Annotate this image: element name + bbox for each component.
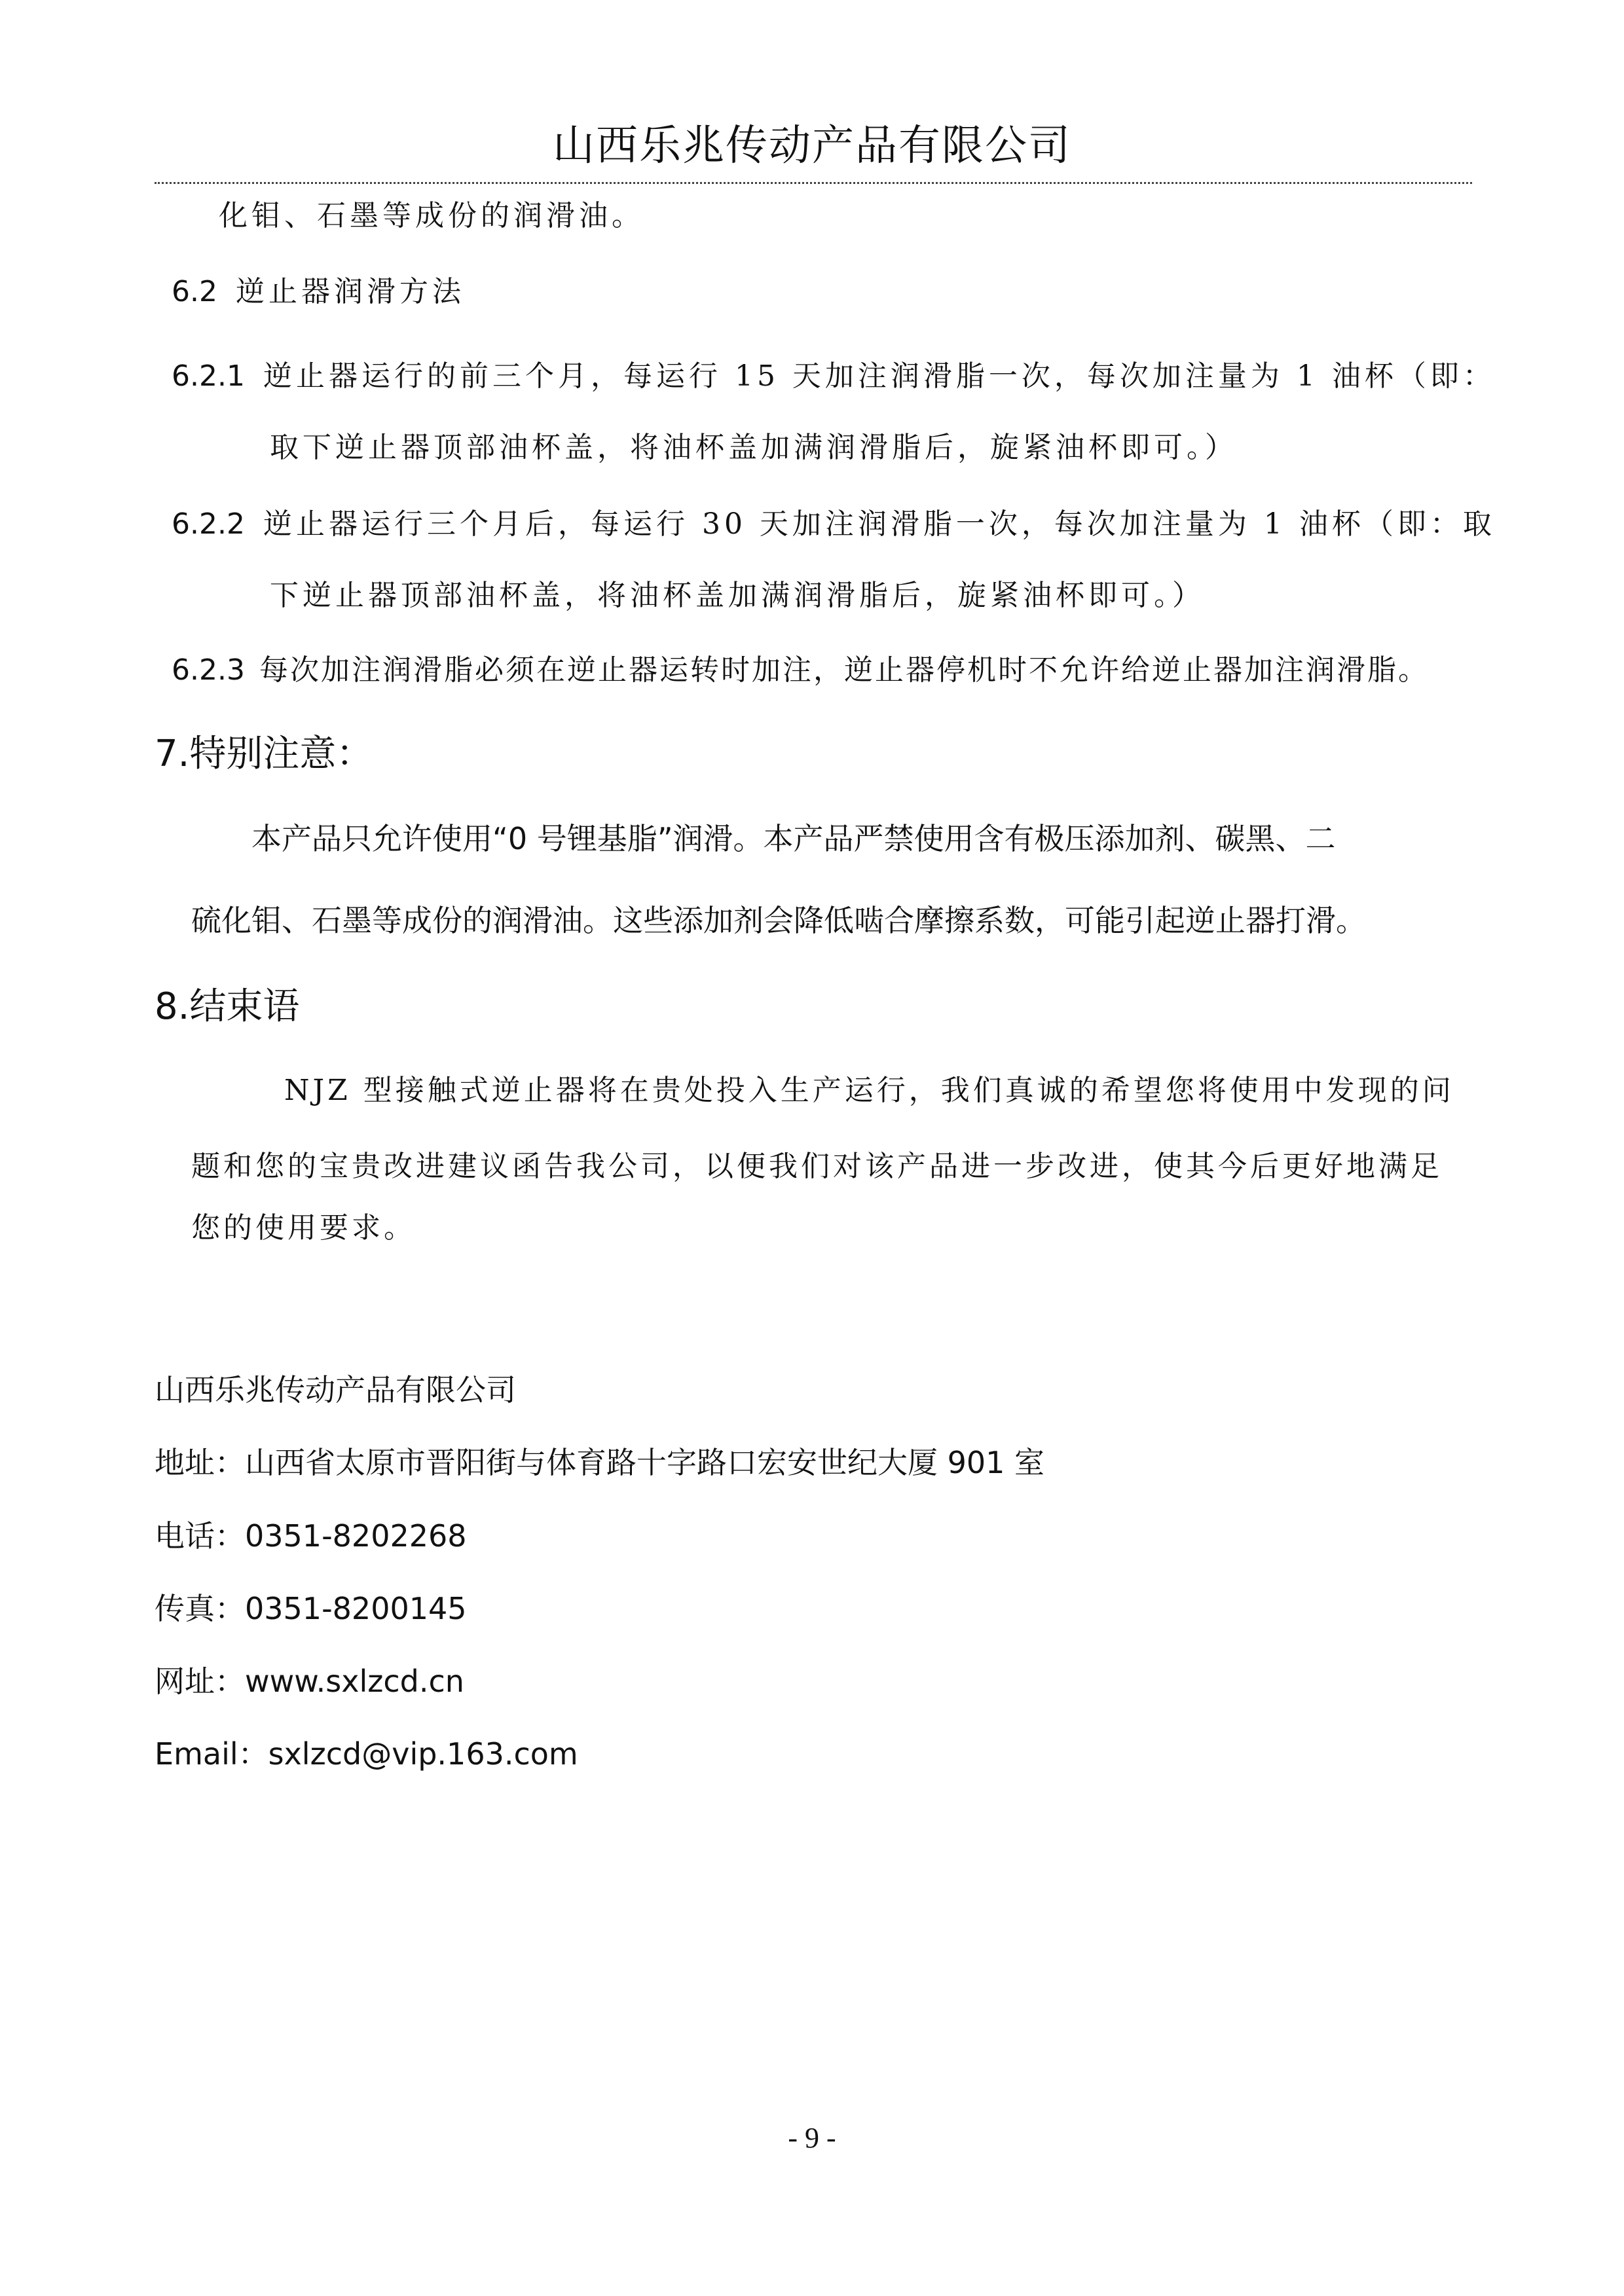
section-6-2-1-line1 bbox=[172, 357, 1496, 396]
header-company-title: 山西乐兆传动产品有限公司 bbox=[553, 122, 1071, 170]
section-8-line1: NJZ 型接触式逆止器将在贵处投入生产运行，我们真诚的希望您将使用中发现的问 bbox=[284, 1074, 1454, 1107]
contact-email[interactable]: Email：sxlzcd@vip.163.com bbox=[155, 1736, 578, 1772]
paragraph-text: 每次加注润滑脂必须在逆止器运转时加注，逆止器停机时不允许给逆止器加注润滑脂。 bbox=[259, 653, 1429, 687]
paragraph-text: 逆止器运行三个月后，每运行 30 天加注润滑脂一次，每次加注量为 1 油杯（即：取 bbox=[263, 507, 1496, 541]
contact-phone: 电话：0351-8202268 bbox=[155, 1518, 467, 1554]
section-8-line3: 您的使用要求。 bbox=[191, 1211, 416, 1245]
section-number: 6.2 bbox=[172, 275, 217, 308]
header-divider bbox=[155, 182, 1472, 184]
section-6-2-heading bbox=[172, 272, 465, 312]
section6-continuation: 化钼、石墨等成份的润滑油。 bbox=[219, 199, 644, 232]
contact-company: 山西乐兆传动产品有限公司 bbox=[155, 1372, 516, 1408]
section-6-2-2-line1 bbox=[172, 505, 1496, 544]
section-number: 6.2.3 bbox=[172, 653, 245, 687]
section-6-2-2-line2: 下逆止器顶部油杯盖，将油杯盖加满润滑脂后，旋紧油杯即可。） bbox=[270, 579, 1205, 612]
section-8-heading: 8.结束语 bbox=[155, 985, 300, 1028]
page-number: - 9 - bbox=[788, 2122, 836, 2154]
section-title: 逆止器润滑方法 bbox=[235, 275, 465, 308]
contact-website[interactable]: 网址：www.sxlzcd.cn bbox=[155, 1664, 464, 1699]
paragraph-text: 逆止器运行的前三个月，每运行 15 天加注润滑脂一次，每次加注量为 1 油杯（即： bbox=[263, 359, 1496, 393]
section-6-2-1-line2: 取下逆止器顶部油杯盖，将油杯盖加满润滑脂后，旋紧油杯即可。） bbox=[270, 431, 1238, 464]
section-6-2-3-line1 bbox=[172, 651, 1429, 690]
section-number: 6.2.2 bbox=[172, 507, 245, 541]
section-8-line2: 题和您的宝贵改进建议函告我公司，以便我们对该产品进一步改进，使其今后更好地满足 bbox=[191, 1150, 1443, 1183]
contact-fax: 传真：0351-8200145 bbox=[155, 1591, 467, 1626]
section-7-line1: 本产品只允许使用“0 号锂基脂”润滑。本产品严禁使用含有极压添加剂、碳黑、二 bbox=[251, 821, 1336, 856]
section-7-heading: 7.特别注意： bbox=[155, 733, 373, 775]
contact-address: 地址：山西省太原市晋阳街与体育路十字路口宏安世纪大厦 901 室 bbox=[155, 1445, 1045, 1480]
section-7-line2: 硫化钼、石墨等成份的润滑油。这些添加剂会降低啮合摩擦系数，可能引起逆止器打滑。 bbox=[191, 903, 1366, 938]
section-number: 6.2.1 bbox=[172, 359, 245, 393]
